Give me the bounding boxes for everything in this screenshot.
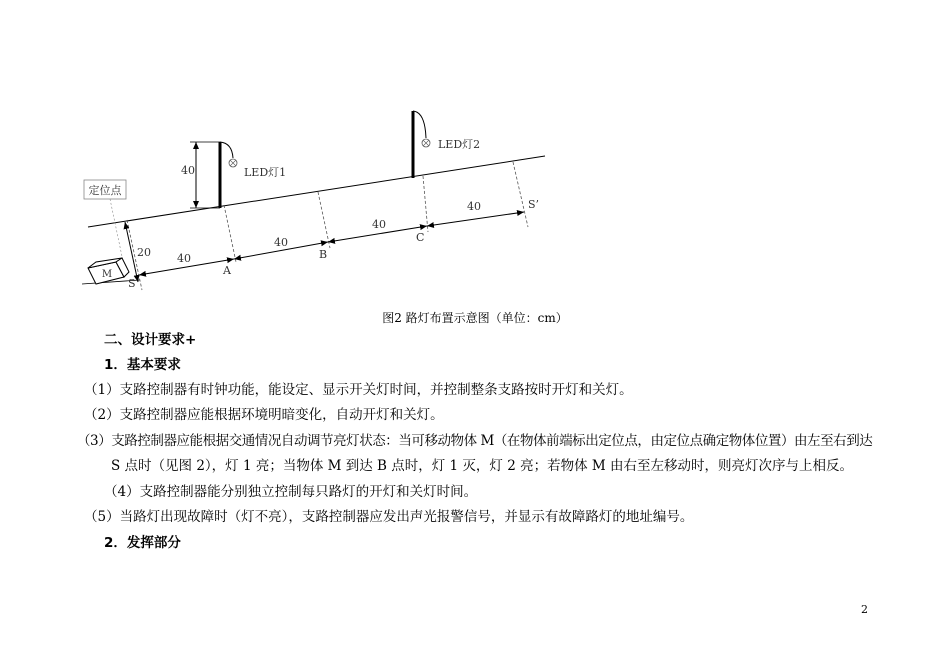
figure-caption: 图2 路灯布置示意图（单位：cm） xyxy=(382,311,568,325)
dash-B xyxy=(318,192,330,248)
label-B: B xyxy=(319,248,328,261)
lamp-2-arm xyxy=(413,111,426,138)
dim-AB-label: 40 xyxy=(274,236,288,249)
dim-20-label: 20 xyxy=(137,246,151,259)
dim-SA-label: 40 xyxy=(177,252,191,265)
section-2-heading: 二、设计要求+ xyxy=(104,332,197,348)
position-point-label: 定位点 xyxy=(88,184,122,197)
label-S-prime: S’ xyxy=(528,198,540,211)
road-line xyxy=(88,156,545,227)
lamp-1-arm xyxy=(220,142,233,158)
requirement-2: （2）支路控制器应能根据环境明暗变化，自动开灯和关灯。 xyxy=(84,407,444,423)
dash-A xyxy=(224,205,236,262)
lamp-2-bulb-icon xyxy=(422,139,430,147)
dim-CS-label: 40 xyxy=(467,200,481,213)
requirement-1: （1）支路控制器有时钟功能，能设定、显示开关灯时间，并控制整条支路按时开灯和关灯。 xyxy=(84,382,633,398)
position-point-leader xyxy=(110,199,124,266)
basic-requirements-heading: 1．基本要求 xyxy=(104,357,181,373)
lamp-1-bulb-icon xyxy=(229,159,237,167)
dim-height-40-label: 40 xyxy=(181,164,195,177)
dim-CS-line xyxy=(427,212,524,226)
object-m-label: M xyxy=(101,269,113,280)
dim-BC-label: 40 xyxy=(372,218,386,231)
label-A: A xyxy=(223,264,231,277)
street-light-layout-diagram xyxy=(0,0,950,300)
page-number: 2 xyxy=(861,603,868,616)
label-led-1: LED灯1 xyxy=(244,166,287,179)
dash-S-prime xyxy=(513,162,528,227)
label-S: S xyxy=(128,277,136,290)
requirement-5: （5）当路灯出现故障时（灯不亮），支路控制器应发出声光报警信号，并显示有故障路灯的地址编号。 xyxy=(84,509,694,525)
label-C: C xyxy=(416,231,425,244)
extension-heading: 2．发挥部分 xyxy=(104,535,181,551)
label-led-2: LED灯2 xyxy=(438,138,481,151)
requirement-4: （4）支路控制器能分别独立控制每只路灯的开灯和关灯时间。 xyxy=(104,484,478,500)
dash-C xyxy=(423,176,428,232)
requirement-3-line-2: S 点时（见图 2），灯 1 亮；当物体 M 到达 B 点时，灯 1 灭，灯 2 亮；若物体 M 由右至左移动时，则亮灯次序与上相反。 xyxy=(111,458,853,474)
requirement-3-line-1: （3）支路控制器应能根据交通情况自动调节亮灯状态：当可移动物体 M（在物体前端标出定位点，由定位点确定物体位置）由左至右到达 xyxy=(77,433,873,449)
